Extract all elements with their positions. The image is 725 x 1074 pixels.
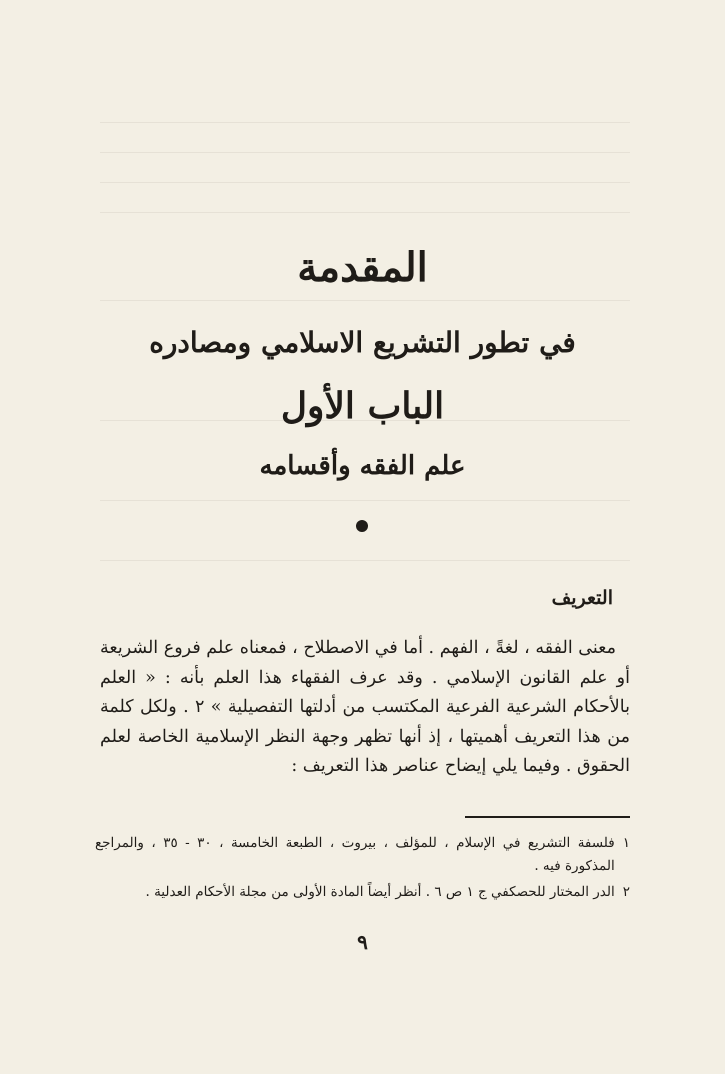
body-text	[100, 634, 630, 782]
footnotes	[95, 832, 630, 907]
section-title: التعريف	[551, 587, 613, 609]
bleed-through-line	[100, 500, 630, 501]
part-heading: الباب الأول	[280, 385, 445, 427]
bleed-through-line	[100, 182, 630, 183]
footnote-text: الدر المختار للحصكفي ج ١ ص ٦ . أنظر أيضاً المادة الأولى من مجلة الأحكام العدلية .	[145, 884, 615, 900]
chapter-heading: علم الفقه وأقسامه	[259, 451, 466, 481]
bleed-through-line	[100, 300, 630, 301]
introduction-heading: المقدمة	[297, 244, 428, 291]
bleed-through-line	[100, 560, 630, 561]
footnote-number: ١	[622, 835, 630, 851]
footnote-number: ٢	[622, 884, 630, 900]
footnote-separator	[465, 816, 630, 818]
page-number: ٩	[357, 930, 368, 954]
footnote-2	[95, 881, 630, 904]
body-paragraph: معنى الفقه ، لغةً ، الفهم . أما في الاصطلاح ، فمعناه علم فروع الشريعة أو علم القانون الإسلامي . وقد عرف الفقهاء هذا العلم بأنه : « العلم بالأحكام الشرعية الفرعية المكتسب من أدلتها التفصيلية » ٢ . ولكل كلمة من هذا التعريف أهميتها ، إذ أنها تظهر وجهة النظر الإسلامية الخاصة لعلم الحقوق . وفيما يلي إيضاح عناصر هذا التعريف :	[100, 638, 630, 776]
bleed-through-line	[100, 122, 630, 123]
bleed-through-line	[100, 152, 630, 153]
introduction-subtitle: في تطور التشريع الاسلامي ومصادره	[149, 326, 576, 359]
bleed-through-line	[100, 212, 630, 213]
section-divider-dot	[356, 520, 368, 532]
footnote-text: فلسفة التشريع في الإسلام ، للمؤلف ، بيروت ، الطبعة الخامسة ، ٣٠ - ٣٥ ، والمراجع المذكورة فيه .	[95, 835, 615, 874]
footnote-1	[95, 832, 630, 878]
